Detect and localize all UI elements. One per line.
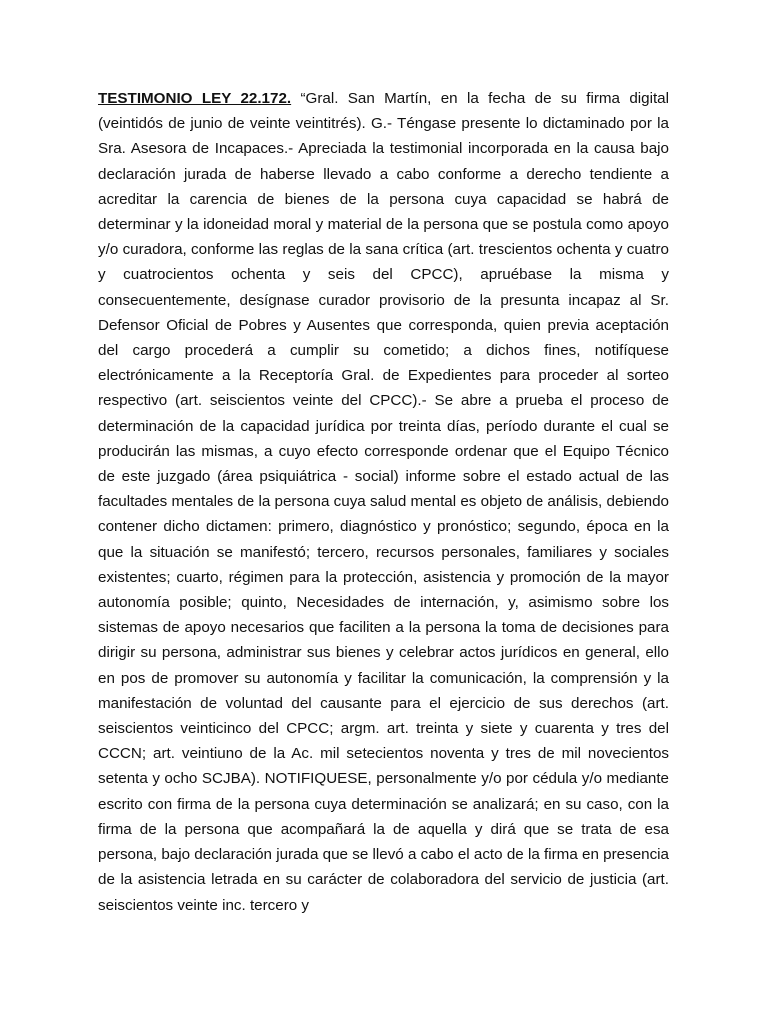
document-paragraph [98,86,669,918]
document-heading: TESTIMONIO LEY 22.172. [98,90,292,107]
document-body-text: “Gral. San Martín, en la fecha de su firma digital (veintidós de junio de veinte veintitrés). G.- Téngase presente lo dictaminado por la Sra. Asesora de Incapaces.- Apreciada la testimonial incorporada en la causa bajo declaración jurada de haberse llevado a cabo conforme a derecho tendiente a acreditar la carencia de bienes de la persona cuya capacidad se habrá de determinar y la idoneidad moral y material de la persona que se postula como apoyo y/o curadora, conforme las reglas de la sana crítica (art. trescientos ochenta y cuatro y cuatrocientos ochenta y seis del CPCC), apruébase la misma y consecuentemente, desígnase curador provisorio de la presunta incapaz al Sr. Defensor Oficial de Pobres y Ausentes que corresponda, quien previa aceptación del cargo procederá a cumplir su cometido; a dichos fines, notifíquese electrónicamente a la Receptoría Gral. de Expedientes para proceder al sorteo respectivo (art. seiscientos veinte del CPCC).- Se abre a prueba el proceso de determinación de la capacidad jurídica por treinta días, período durante el cual se producirán las mismas, a cuyo efecto corresponde ordenar que el Equipo Técnico de este juzgado (área psiquiátrica - social) informe sobre el estado actual de las facultades mentales de la persona cuya salud mental es objeto de análisis, debiendo contener dicho dictamen: primero, diagnóstico y pronóstico; segundo, época en la que la situación se manifestó; tercero, recursos personales, familiares y sociales existentes; cuarto, régimen para la protección, asistencia y promoción de la mayor autonomía posible; quinto, Necesidades de internación, y, asimismo sobre los sistemas de apoyo necesarios que faciliten a la persona la toma de decisiones para dirigir su persona, administrar sus bienes y celebrar actos jurídicos en general, ello en pos de promover su autonomía y facilitar la comunicación, la comprensión y la manifestación de voluntad del causante para el ejercicio de sus derechos (art. seiscientos veinticinco del CPCC; argm. art. treinta y siete y cuarenta y tres del CCCN; art. veintiuno de la Ac. mil setecientos noventa y tres de mil novecientos setenta y ocho SCJBA). NOTIFIQUESE, personalmente y/o por cédula y/o mediante escrito con firma de la persona cuya determinación se analizará; en su caso, con la firma de la persona que acompañará la de aquella y dirá que se trata de esa persona, bajo declaración jurada que se llevó a cabo el acto de la firma en presencia de la asistencia letrada en su carácter de colaboradora del servicio de justicia (art. seiscientos veinte inc. tercero y [98,90,670,914]
